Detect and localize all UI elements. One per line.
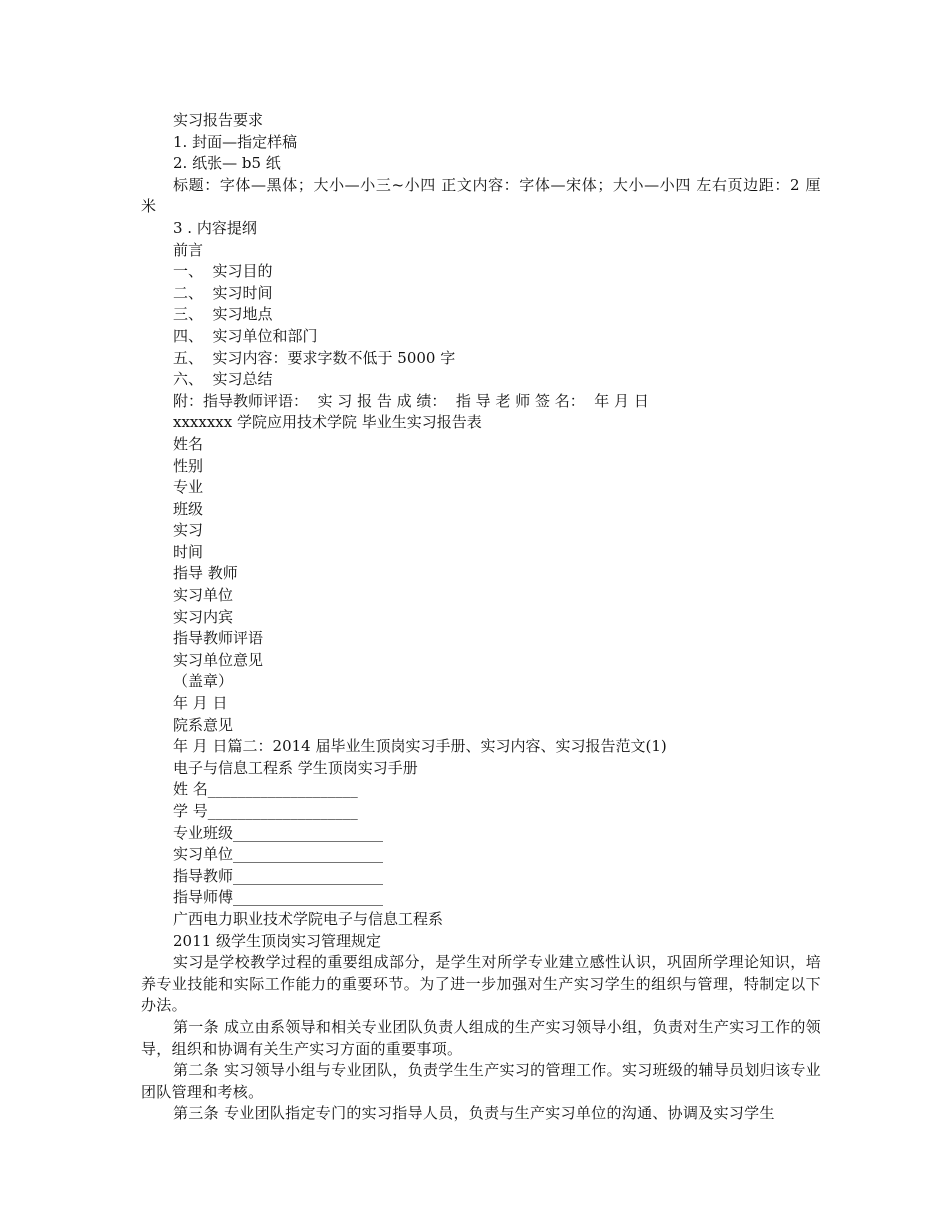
document-page — [141, 110, 821, 1125]
text-line: 专业 — [173, 478, 204, 497]
wrapped-paragraph: 标题：字体—黑体；大小—小三~小四 正文内容：字体—宋体；大小—小四 左右页边距：2 厘米 — [141, 175, 821, 216]
text-line: 四、 实习单位和部门 — [173, 326, 318, 345]
text-line: 指导教师评语 — [173, 629, 264, 648]
text-line: 实习内宾 — [173, 607, 234, 626]
text-line: 实习单位意见 — [173, 650, 264, 669]
text-line: 电子与信息工程系 学生顶岗实习手册 — [173, 758, 418, 777]
text-line: （盖章） — [173, 672, 234, 691]
text-line: 广西电力职业技术学院电子与信息工程系 — [173, 909, 444, 928]
text-line: 指导教师____________________ — [173, 866, 384, 885]
text-line: 年 月 日 — [173, 694, 228, 713]
text-line: 五、 实习内容：要求字数不低于 5000 字 — [173, 348, 456, 367]
text-line: 3 . 内容提纲 — [173, 218, 257, 237]
text-line: 学 号____________________ — [173, 802, 358, 820]
text-line: 前言 — [173, 240, 204, 259]
body-paragraph: 实习是学校教学过程的重要组成部分，是学生对所学专业建立感性认识，巩固所学理论知识，培养专业技能和实际工作能力的重要环节。为了进一步加强对生产实习学生的组织与管理，特制定以下办法。 — [141, 953, 821, 1015]
text-line: 班级 — [173, 499, 204, 518]
text-line: 六、 实习总结 — [173, 370, 273, 389]
text-line: 1. 封面—指定样稿 — [173, 132, 298, 151]
text-line: 2011 级学生顶岗实习管理规定 — [173, 931, 381, 950]
text-line: 2. 纸张— b5 纸 — [173, 154, 281, 173]
text-line: 三、 实习地点 — [173, 305, 273, 324]
text-line: 实习单位____________________ — [173, 845, 384, 864]
text-line: 二、 实习时间 — [173, 283, 273, 302]
body-paragraph: 第三条 专业团队指定专门的实习指导人员，负责与生产实习单位的沟通、协调及实习学生 — [173, 1104, 775, 1123]
text-line: 性别 — [173, 456, 204, 475]
text-line: 年 月 日篇二：2014 届毕业生顶岗实习手册、实习内容、实习报告范文(1) — [173, 737, 667, 756]
text-line: 时间 — [173, 542, 204, 561]
text-line: 姓 名____________________ — [173, 780, 358, 799]
text-line: xxxxxxx 学院应用技术学院 毕业生实习报告表 — [173, 413, 482, 432]
body-paragraph: 第一条 成立由系领导和相关专业团队负责人组成的生产实习领导小组，负责对生产实习工作的领导，组织和协调有关生产实习方面的重要事项。 — [141, 1017, 821, 1058]
text-line: 实习报告要求 — [173, 111, 264, 129]
text-line: 姓名 — [173, 434, 204, 453]
text-line: 专业班级____________________ — [173, 823, 384, 842]
text-line: 附：指导教师评语： 实 习 报 告 成 绩： 指 导 老 师 签 名： 年 月 日 — [173, 391, 649, 410]
text-line: 实习 — [173, 521, 204, 540]
text-line: 实习单位 — [173, 586, 234, 605]
text-line: 一、 实习目的 — [173, 262, 273, 281]
text-line: 指导师傅____________________ — [173, 888, 384, 907]
text-line: 院系意见 — [173, 715, 234, 734]
text-line: 指导 教师 — [173, 564, 238, 583]
body-paragraph: 第二条 实习领导小组与专业团队，负责学生生产实习的管理工作。实习班级的辅导员划归该专业团队管理和考核。 — [141, 1061, 821, 1101]
